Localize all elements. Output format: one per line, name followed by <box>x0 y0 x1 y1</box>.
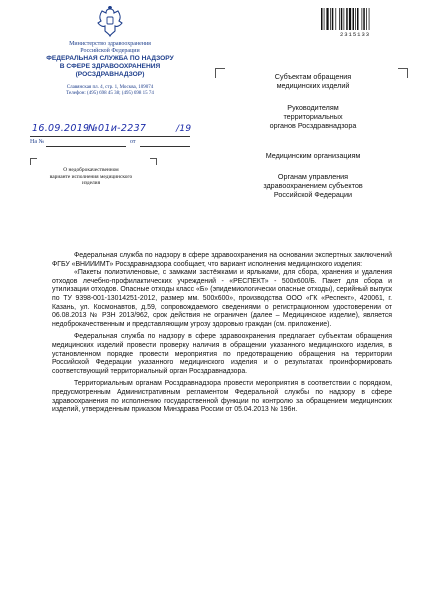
agency-name <box>34 55 186 79</box>
corner-mark <box>30 158 37 165</box>
corner-mark <box>215 68 225 78</box>
addressee-line: Субъектам обращения <box>274 72 352 81</box>
body-paragraph: Федеральная служба по надзору в сфере здравоохранения на основании экспертных заключений ФГБУ «ВНИИИМТ» Росздравнадзора сообщает, что вариант исполнения медицинского изделия: <box>52 252 392 268</box>
corner-mark <box>150 158 157 165</box>
barcode <box>320 8 390 30</box>
ref-number-label: На № <box>30 139 45 145</box>
subject-line: варианте исполнения медицинского <box>49 173 133 180</box>
letter-body <box>52 252 392 419</box>
phone-line: Телефон: (495) 698 45 38; (495) 698 15 74 <box>66 91 154 96</box>
registration-suffix: /19 <box>176 124 192 134</box>
addressee-line: здравоохранением субъектов <box>263 181 363 190</box>
ref-number-blank <box>46 146 126 147</box>
agency-line: ФЕДЕРАЛЬНАЯ СЛУЖБА ПО НАДЗОРУ <box>46 55 174 62</box>
addressee-line: Медицинским организациям <box>265 151 361 160</box>
address-line: Славянская пл. 4, стр. 1, Москва, 109074 <box>66 85 154 90</box>
agency-line: В СФЕРЕ ЗДРАВООХРАНЕНИЯ <box>59 63 161 70</box>
addressee-block <box>233 172 393 199</box>
addressee-block <box>233 72 393 90</box>
addressee-line: Руководителям <box>287 103 339 112</box>
registration-date: 16.09.2019 <box>32 123 90 134</box>
agency-line: (РОСЗДРАВНАДЗОР) <box>75 71 145 78</box>
addressee-line: медицинских изделий <box>276 81 350 90</box>
body-paragraph: Территориальным органам Росздравнадзора провести мероприятия в соответствии с порядком, предусмотренным Административным регламентом Федеральной службы по надзору в сфере здравоохранения по исполнению государственной функции по контролю за обращением медицинских изделий, утвержденным приказом Минздрава России от 05.04.2013 № 196н. <box>52 380 392 414</box>
subject-line: О недоброкачественном <box>63 167 119 173</box>
number-sign: № <box>88 123 99 134</box>
ministry-line: Российской Федерации <box>80 48 140 54</box>
ministry-name <box>40 41 180 55</box>
corner-mark <box>398 68 408 78</box>
sender-address <box>40 85 180 97</box>
subject-line: изделия <box>81 180 101 186</box>
ministry-line: Министерство здравоохранения <box>69 41 151 47</box>
addressee-block <box>233 103 393 130</box>
document-subject <box>36 167 146 187</box>
addressee-line: территориальных <box>283 112 343 121</box>
body-paragraph: «Пакеты полиэтиленовые, с замками застёжками и ярлыками, для сбора, хранения и удаления отходов лечебно-профилактических учреждений - «РЕСПЕКТ» - 500х600/Б. Пакет для сбора и утилизации отходов. Опасные отходы класс «Б» (эпидемиологически опасные отходы), серийный выпуск по ТУ 9398-001-13014251-2012, размер мм. 500х600», производства ООО «ГК «Респект», 420061, г. Казань, ул. Космонавтов, д.59, сопровождаемого сведениями о регистрационном удостоверении от 06.08.2013 № РЗН 2013/962, срок действия не ограничен (далее – Медицинское изделие), является недоброкачественным и представляющим угрозу здоровью граждан (см. приложение). <box>52 269 392 328</box>
reference-line <box>30 139 190 149</box>
ref-date-blank <box>140 146 190 147</box>
barcode-number: 2315133 <box>339 31 371 38</box>
coat-of-arms-icon <box>95 6 125 38</box>
addressee-line: органов Росздравнадзора <box>269 121 357 130</box>
addressee-line: Российской Федерации <box>273 190 353 199</box>
addressee-block <box>233 151 393 160</box>
body-paragraph: Федеральная служба по надзору в сфере здравоохранения предлагает субъектам обращения медицинских изделий провести проверку наличия в обращении указанного медицинского изделия, в установленном порядке провести мероприятия по предотвращению обращения на территории Российской Федерации указанного медицинского изделия и о результатах проинформировать соответствующий территориальный орган Росздравнадзора. <box>52 333 392 375</box>
registration-number: 01и-2237 <box>98 123 147 134</box>
addressee-line: Органам управления <box>277 172 349 181</box>
ref-from-label: от <box>130 139 136 145</box>
